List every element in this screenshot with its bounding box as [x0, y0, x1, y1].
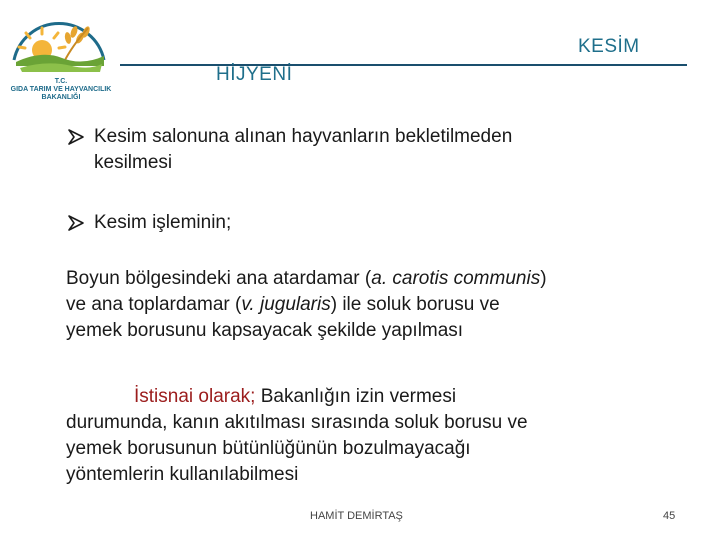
bullet-item [66, 124, 512, 176]
title-divider [120, 64, 687, 66]
logo-text-tc: T.C. [54, 78, 68, 85]
paragraph-line [66, 266, 696, 292]
text-segment: ve ana toplardamar ( [66, 294, 242, 315]
latin-term: v. jugularis [241, 294, 331, 315]
slide-title: KESİM [578, 36, 640, 57]
latin-term: a. carotis communis [371, 268, 541, 289]
ministry-emblem-icon [2, 2, 116, 82]
bullet-item [66, 210, 231, 236]
text-segment: Bakanlığın izin vermesi [255, 386, 457, 407]
bullet-text-line1: Kesim işleminin; [94, 212, 232, 233]
page-number: 45 [663, 510, 676, 522]
exception-label: İstisnai olarak; [134, 386, 256, 407]
slide-subtitle: HİJYENİ [216, 64, 293, 85]
text-segment: ) ile soluk borusu ve [330, 294, 500, 315]
arrow-bullet-icon [66, 124, 88, 150]
footer-author: HAMİT DEMİRTAŞ [310, 510, 403, 522]
text-segment: Boyun bölgesindeki ana atardamar ( [66, 268, 372, 289]
paragraph-line: durumunda, kanın akıtılması sırasında soluk borusu ve [66, 412, 528, 433]
paragraph-line [66, 292, 696, 318]
paragraph-procedure [66, 266, 696, 344]
ministry-logo [2, 2, 116, 106]
paragraph-exception [66, 384, 696, 488]
paragraph-line: yemek borusunu kapsayacak şekilde yapılması [66, 320, 464, 341]
bullet-text-line1: Kesim salonuna alınan hayvanların bekletilmeden [94, 126, 513, 147]
paragraph-line: yemek borusunun bütünlüğünün bozulmayacağı [66, 438, 471, 459]
bullet-text-line2: kesilmesi [94, 152, 173, 173]
logo-text-bakanlik: BAKANLIĞI [41, 94, 81, 101]
paragraph-line [66, 384, 696, 410]
paragraph-line: yöntemlerin kullanılabilmesi [66, 464, 299, 485]
text-segment: ) [540, 268, 547, 289]
logo-text-ministry: GIDA TARIM VE HAYVANCILIK [10, 86, 112, 93]
arrow-bullet-icon [66, 210, 88, 236]
